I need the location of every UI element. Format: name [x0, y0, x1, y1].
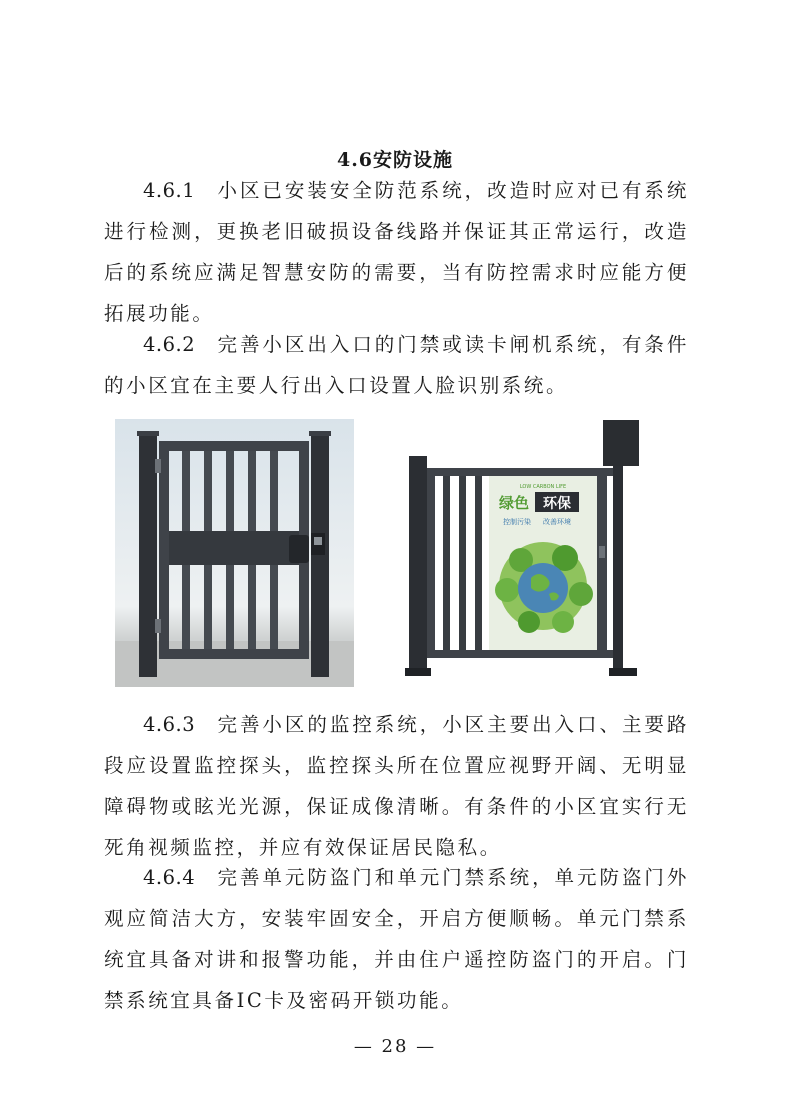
- poster-title-a: 绿色: [499, 494, 530, 512]
- figure-pedestrian-gate: [115, 419, 354, 687]
- figure-access-gate-with-poster: [403, 418, 643, 678]
- page-number: — 28 —: [353, 1036, 437, 1057]
- paragraph-4-6-3: [104, 704, 689, 868]
- poster-sub-b: 改善环境: [543, 518, 571, 526]
- section-heading: 4.6安防设施: [336, 149, 454, 171]
- clause-number: 4.6.3: [143, 713, 196, 736]
- access-gate-photo: [403, 418, 643, 678]
- clause-number: 4.6.2: [143, 333, 196, 356]
- poster-title-b: 环保: [543, 496, 571, 512]
- paragraph-4-6-1: [104, 170, 689, 334]
- poster-top-line: LOW CARBON LIFE: [519, 484, 567, 490]
- clause-number: 4.6.4: [143, 866, 196, 889]
- poster-sub-a: 控制污染: [503, 518, 531, 526]
- paragraph-4-6-4: [104, 857, 689, 1021]
- clause-number: 4.6.1: [143, 179, 196, 202]
- clause-text: 小区已安装安全防范系统，改造时应对已有系统进行检测，更换老旧破损设备线路并保证其正常运行，改造后的系统应满足智慧安防的需要，当有防控需求时应能方便拓展功能。: [104, 179, 689, 325]
- clause-text: 完善小区出入口的门禁或读卡闸机系统，有条件的小区宜在主要人行出入口设置人脸识别系统。: [104, 333, 689, 397]
- clause-text: 完善小区的监控系统，小区主要出入口、主要路段应设置监控探头，监控探头所在位置应视野开阔、无明显障碍物或眩光光源，保证成像清晰。有条件的小区宜实行无死角视频监控，并应有效保证居民隐私。: [104, 713, 689, 859]
- pedestrian-gate-photo: [115, 419, 354, 687]
- paragraph-4-6-2: [104, 324, 689, 406]
- clause-text: 完善单元防盗门和单元门禁系统，单元防盗门外观应简洁大方，安装牢固安全，开启方便顺畅。单元门禁系统宜具备对讲和报警功能，并由住户遥控防盗门的开启。门禁系统宜具备IC卡及密码开锁功能。: [104, 866, 689, 1012]
